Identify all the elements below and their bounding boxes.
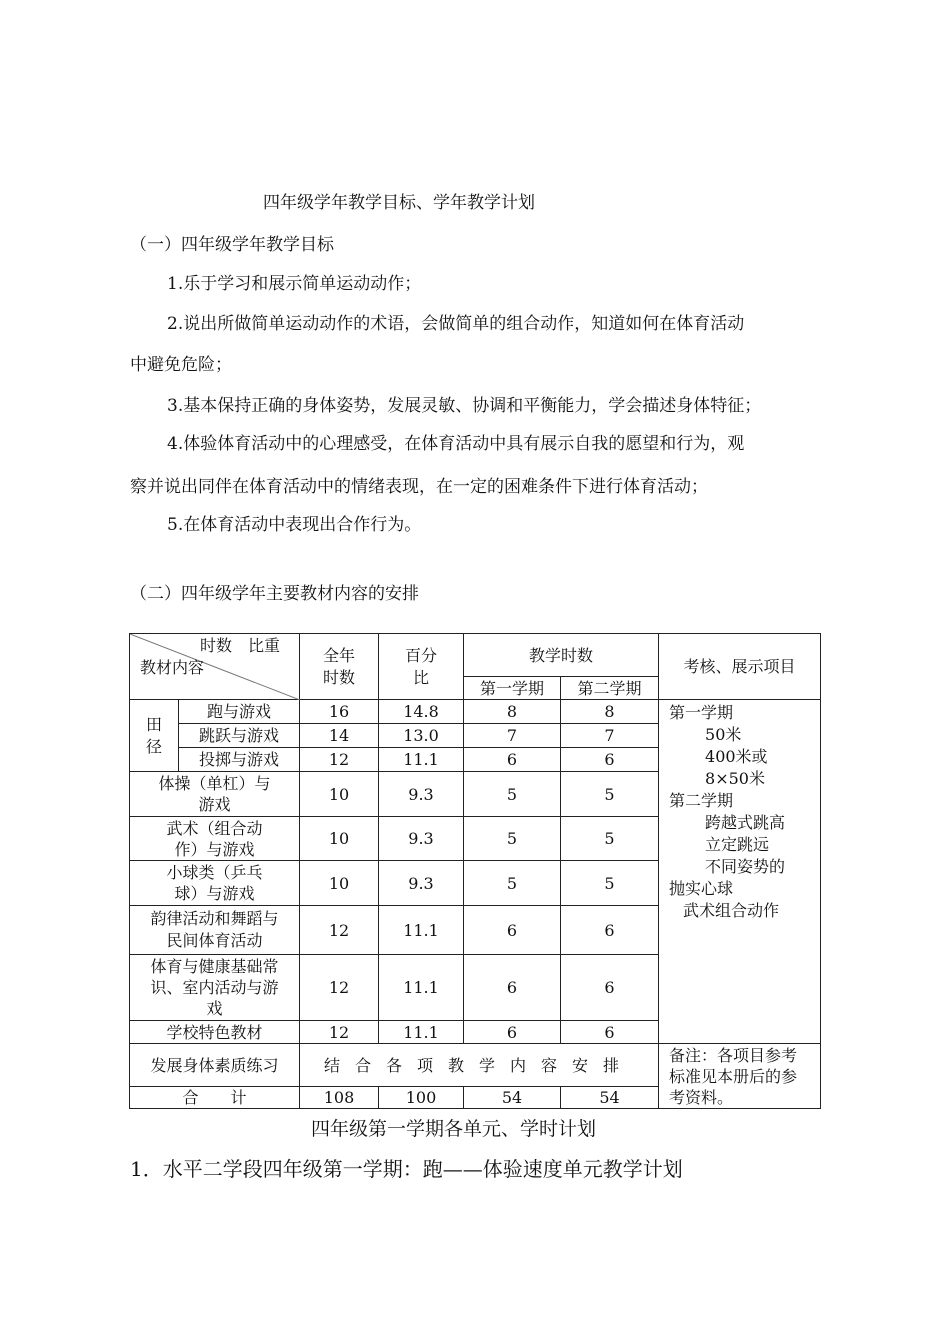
- row-pct: 11.1: [379, 748, 464, 772]
- row-hours: 10: [300, 861, 379, 906]
- row-name: 韵律活动和舞蹈与民间体育活动: [130, 906, 300, 955]
- row-hours: 16: [300, 700, 379, 724]
- row-hours: 12: [300, 1021, 379, 1044]
- goal-item-5: 5.在体育活动中表现出合作行为。: [167, 515, 422, 535]
- exam-line: 武术组合动作: [683, 901, 780, 920]
- row-name: 体操（单杠）与游戏: [130, 772, 300, 817]
- row-t2: 6: [561, 1021, 659, 1044]
- header-term1: 第一学期: [464, 677, 561, 700]
- row-pct: 13.0: [379, 724, 464, 748]
- row-t1: 6: [464, 748, 561, 772]
- row-name: 跳跃与游戏: [179, 724, 300, 748]
- total-t1: 54: [464, 1087, 561, 1109]
- semester-plan-heading: 四年级第一学期各单元、学时计划: [311, 1118, 597, 1140]
- goal-item-3: 3.基本保持正确的身体姿势，发展灵敏、协调和平衡能力，学会描述身体特征；: [167, 396, 762, 416]
- fitness-row-name: 发展身体素质练习: [130, 1044, 300, 1087]
- exam-line: 跨越式跳高: [705, 813, 786, 832]
- row-name: 投掷与游戏: [179, 748, 300, 772]
- row-pct: 11.1: [379, 955, 464, 1021]
- exam-line: 400米或: [705, 747, 768, 766]
- exam-line: 不同姿势的: [705, 857, 786, 876]
- row-hours: 10: [300, 772, 379, 817]
- row-name: 武术（组合动作）与游戏: [130, 817, 300, 861]
- row-pct: 11.1: [379, 1021, 464, 1044]
- goal-item-2: 2.说出所做简单运动动作的术语，会做简单的组合动作，知道如何在体育活动: [167, 314, 745, 334]
- row-t1: 6: [464, 955, 561, 1021]
- group-track-field: 田径: [130, 700, 179, 772]
- total-hours: 108: [300, 1087, 379, 1109]
- exam-line: 第一学期: [669, 703, 734, 722]
- row-t1: 8: [464, 700, 561, 724]
- row-t2: 5: [561, 817, 659, 861]
- fitness-row-text: 结合各项教学内容安排: [300, 1044, 659, 1087]
- row-pct: 9.3: [379, 772, 464, 817]
- header-diagonal-cell: [130, 634, 300, 700]
- header-percent: 百分比: [379, 634, 464, 700]
- header-term2: 第二学期: [561, 677, 659, 700]
- row-pct: 9.3: [379, 817, 464, 861]
- exam-items: [659, 700, 821, 1044]
- total-pct: 100: [379, 1087, 464, 1109]
- row-hours: 12: [300, 906, 379, 955]
- total-row-name: 合 计: [130, 1087, 300, 1109]
- row-hours: 12: [300, 955, 379, 1021]
- header-diag-bottom: 教材内容: [140, 658, 205, 677]
- row-t2: 5: [561, 861, 659, 906]
- teaching-plan-table: [129, 633, 821, 1109]
- row-pct: 14.8: [379, 700, 464, 724]
- row-t2: 8: [561, 700, 659, 724]
- goal-item-4: 4.体验体育活动中的心理感受，在体育活动中具有展示自我的愿望和行为，观: [167, 434, 745, 454]
- header-teaching-hours: 教学时数: [464, 634, 659, 677]
- row-t1: 6: [464, 906, 561, 955]
- row-pct: 11.1: [379, 906, 464, 955]
- exam-line: 立定跳远: [705, 835, 770, 854]
- section1-heading: （一）四年级学年教学目标: [130, 235, 334, 255]
- row-t2: 5: [561, 772, 659, 817]
- goal-item-4-cont: 察并说出同伴在体育活动中的情绪表现，在一定的困难条件下进行体育活动；: [130, 477, 708, 497]
- row-t2: 6: [561, 906, 659, 955]
- section2-heading: （二）四年级学年主要教材内容的安排: [130, 584, 419, 604]
- row-name: 体育与健康基础常识、室内活动与游戏: [130, 955, 300, 1021]
- header-diag-top: 时数 比重: [200, 636, 281, 655]
- total-t2: 54: [561, 1087, 659, 1109]
- unit-plan-heading: 1．水平二学段四年级第一学期：跑——体验速度单元教学计划: [130, 1157, 683, 1181]
- row-hours: 12: [300, 748, 379, 772]
- row-pct: 9.3: [379, 861, 464, 906]
- row-t2: 6: [561, 748, 659, 772]
- row-t2: 6: [561, 955, 659, 1021]
- header-annual-hours: 全年时数: [300, 634, 379, 700]
- row-t1: 7: [464, 724, 561, 748]
- goal-item-1: 1.乐于学习和展示简单运动动作；: [167, 274, 422, 294]
- goal-item-2-cont: 中避免危险；: [130, 355, 232, 375]
- row-t2: 7: [561, 724, 659, 748]
- row-name: 学校特色教材: [130, 1021, 300, 1044]
- row-t1: 5: [464, 817, 561, 861]
- doc-title: 四年级学年教学目标、学年教学计划: [263, 193, 535, 213]
- row-name: 跑与游戏: [179, 700, 300, 724]
- exam-line: 8×50米: [705, 769, 765, 788]
- row-t1: 5: [464, 861, 561, 906]
- exam-line: 50米: [705, 725, 742, 744]
- row-t1: 6: [464, 1021, 561, 1044]
- row-name: 小球类（乒乓球）与游戏: [130, 861, 300, 906]
- exam-line: 抛实心球: [669, 879, 734, 898]
- exam-line: 第二学期: [669, 791, 734, 810]
- row-hours: 10: [300, 817, 379, 861]
- row-hours: 14: [300, 724, 379, 748]
- note-cell: 备注：各项目参考标准见本册后的参考资料。: [659, 1044, 821, 1109]
- header-exam: 考核、展示项目: [659, 634, 821, 700]
- row-t1: 5: [464, 772, 561, 817]
